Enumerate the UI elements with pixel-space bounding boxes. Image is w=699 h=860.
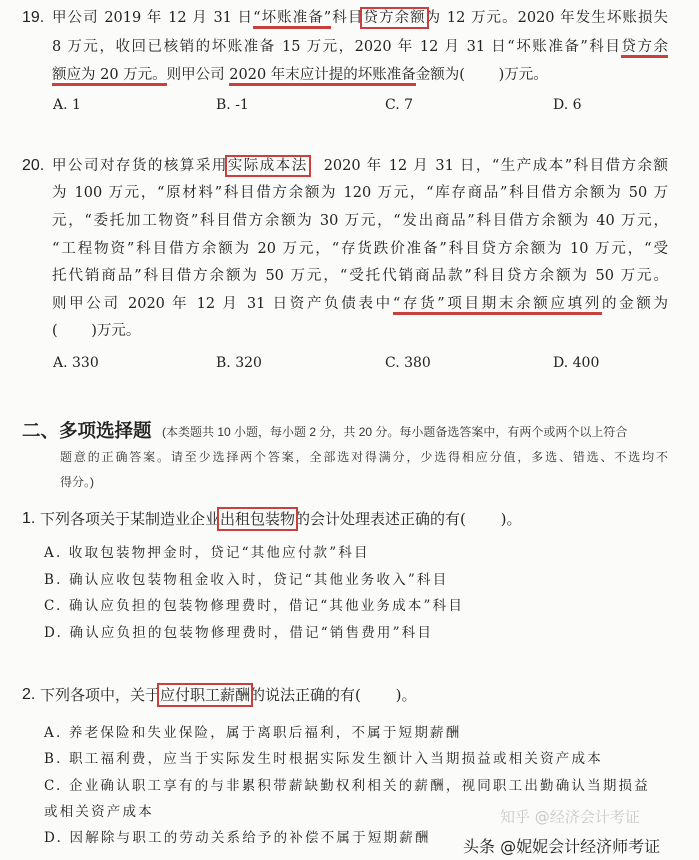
text-segment: ( )万元。 (52, 323, 141, 339)
option-d[interactable]: D. 6 (553, 97, 582, 113)
question-text-line (52, 293, 668, 315)
question-text-line (52, 265, 668, 287)
question-text-line (40, 684, 417, 706)
section-title: 二、多项选择题 (22, 420, 152, 441)
watermark: 头条 @妮妮会计经济师考证 (463, 837, 661, 856)
text-segment: 为 100 万元，“原材料”科目借方余额为 120 万元，“库存商品”科目借方余额为 50 万 (52, 185, 668, 201)
text-segment: 托代销商品”科目借方余额为 50 万元，“受托代销商品款”科目贷方余额为 50 万元。 (52, 268, 668, 284)
text-segment: 的金额为 (601, 296, 669, 312)
question-number: 2. (22, 686, 36, 703)
question-text-line (52, 64, 548, 86)
faint-watermark: 知乎 @经济会计考证 (500, 808, 640, 826)
underlined-highlight: 贷方余 (621, 39, 668, 58)
question-text-line (40, 508, 522, 530)
boxed-highlight: 实际成本法 (227, 158, 308, 174)
option-b[interactable]: B. 320 (216, 355, 262, 371)
section-note: (本类题共 10 小题，每小题 2 分，共 20 分。每小题备选答案中，有两个或两个以上符合 (162, 425, 628, 439)
text-segment: 8 万元，收回已核销的坏账准备 15 万元，2020 年 12 月 31 日“坏账准备”科目 (52, 39, 622, 55)
option-b[interactable]: B. 确认应收包装物租金收入时，贷记“其他业务收入”科目 (44, 572, 449, 588)
question-number: 1. (22, 510, 36, 527)
option-d[interactable]: D. 确认应负担的包装物修理费时，借记“销售费用”科目 (44, 625, 434, 641)
option-a[interactable]: A. 1 (53, 97, 81, 113)
option-b[interactable]: B. 职工福利费，应当于实际发生时根据实际发生额计入当期损益或相关资产成本 (44, 751, 603, 767)
text-segment: 金额为( )万元。 (415, 67, 548, 83)
option-a[interactable]: A. 330 (53, 355, 99, 371)
text-segment: ，2020 年 12 月 31 日，“生产成本”科目借方余额 (307, 158, 669, 174)
question-text-line (52, 7, 668, 29)
question-text-line (52, 155, 668, 177)
question-number: 19. (22, 9, 45, 26)
text-segment: 则甲公司 (166, 67, 230, 83)
option-c-continued: 或相关资产成本 (44, 804, 154, 820)
option-d[interactable]: D. 400 (553, 355, 600, 371)
question-text-line (52, 210, 668, 232)
option-b[interactable]: B. -1 (216, 97, 249, 113)
text-segment: 元，“委托加工物资”科目借方余额为 30 万元，“发出商品”科目借方余额为 40 万元， (52, 213, 668, 229)
text-segment: 下列各项关于某制造业企业 (40, 510, 221, 528)
text-segment: 下列各项中，关于 (40, 686, 161, 704)
option-c[interactable]: C. 380 (385, 355, 431, 371)
option-d[interactable]: D. 因解除与职工的劳动关系给予的补偿不属于短期薪酬 (44, 830, 431, 846)
section-note: 得分。) (60, 475, 94, 489)
text-segment: 科目 (331, 10, 364, 26)
text-segment: 的会计处理表述正确的有( )。 (295, 510, 522, 528)
boxed-highlight: 应付职工薪酬 (160, 686, 251, 704)
option-a[interactable]: A. 养老保险和失业保险，属于离职后福利，不属于短期薪酬 (44, 725, 462, 741)
boxed-highlight: 出租包装物 (220, 510, 296, 528)
question-text-line (52, 36, 668, 58)
text-segment: 甲公司 2019 年 12 月 31 日 (52, 10, 254, 26)
question-text-line (52, 320, 140, 342)
underlined-highlight: 额应为 20 万元。 (52, 67, 167, 86)
option-a[interactable]: A. 收取包装物押金时，贷记“其他应付款”科目 (44, 545, 370, 561)
question-text-line (52, 182, 668, 204)
text-segment: “工程物资”科目借方余额为 20 万元，“存货跌价准备”科目贷方余额为 10 万元，“受 (52, 241, 668, 257)
underlined-highlight: 2020 年末应计提的坏账准备 (229, 67, 416, 86)
text-segment: 为 12 万元。2020 年发生坏账损失 (425, 10, 669, 26)
question-text-line (52, 238, 668, 260)
underlined-highlight: “坏账准备” (253, 10, 331, 29)
option-c[interactable]: C. 确认应负担的包装物修理费时，借记“其他业务成本”科目 (44, 598, 465, 614)
option-c[interactable]: C. 企业确认职工享有的与非累积带薪缺勤权利相关的薪酬，视同职工出勤确认当期损益 (44, 778, 650, 794)
text-segment: 则甲公司 2020 年 12 月 31 日资产负债表中 (52, 296, 393, 312)
text-segment: 的说法正确的有( )。 (250, 686, 417, 704)
option-c[interactable]: C. 7 (385, 97, 414, 113)
section-note: 题意的正确答案。请至少选择两个答案，全部选对得满分，少选得相应分值，多选、错选、不选均不 (60, 450, 668, 464)
text-segment: 甲公司对存货的核算采用 (52, 158, 228, 174)
underlined-highlight: “存货”项目期末余额应填列 (393, 296, 602, 315)
question-number: 20. (22, 157, 45, 174)
boxed-highlight: 贷方余额 (363, 10, 426, 26)
